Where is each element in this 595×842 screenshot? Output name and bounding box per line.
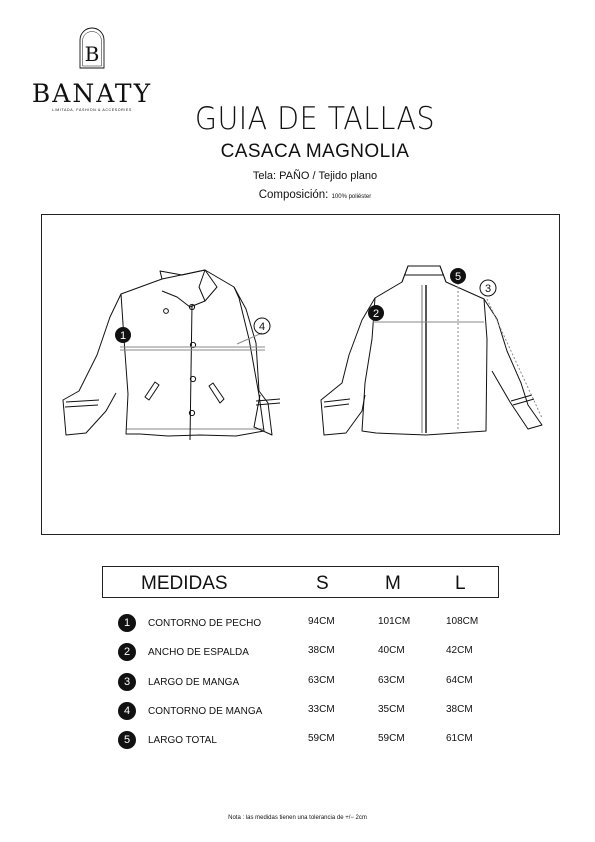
row-label: LARGO TOTAL xyxy=(148,735,217,746)
value-s: 38CM xyxy=(308,645,335,656)
value-m: 101CM xyxy=(378,616,411,627)
illustration-frame xyxy=(41,214,560,535)
row-label: ANCHO DE ESPALDA xyxy=(148,647,249,658)
value-s: 94CM xyxy=(308,616,335,627)
value-m: 35CM xyxy=(378,704,405,715)
row-label: LARGO DE MANGA xyxy=(148,677,240,688)
row-number-badge: 2 xyxy=(118,643,136,661)
brand-tagline: LIMITADA, FASHION & ACCESORIES xyxy=(52,108,132,112)
value-l: 42CM xyxy=(446,645,473,656)
callout-5 xyxy=(450,268,466,284)
jacket-technical-drawing xyxy=(42,215,561,536)
callout-4 xyxy=(254,318,270,334)
composition-value: 100% poliéster xyxy=(331,194,372,200)
value-m: 59CM xyxy=(378,733,405,744)
value-l: 61CM xyxy=(446,733,473,744)
product-name: CASACA MAGNOLIA xyxy=(220,141,410,162)
composition-info xyxy=(170,189,460,201)
value-m: 63CM xyxy=(378,675,405,686)
size-table-header xyxy=(102,566,499,598)
table-row xyxy=(118,731,518,751)
value-s: 33CM xyxy=(308,704,335,715)
row-number-badge: 5 xyxy=(118,731,136,749)
fabric-info: Tela: PAÑO / Tejido plano xyxy=(252,170,378,182)
callout-1 xyxy=(115,327,131,343)
measurement-lines xyxy=(120,275,542,431)
table-row xyxy=(118,673,518,693)
value-l: 64CM xyxy=(446,675,473,686)
composition-label: Composición: xyxy=(258,189,329,201)
value-l: 108CM xyxy=(446,616,479,627)
callout-4-label: 4 xyxy=(258,321,266,333)
page-title: GUIA DE TALLAS xyxy=(194,101,436,137)
value-s: 59CM xyxy=(308,733,335,744)
row-number-badge: 3 xyxy=(118,673,136,691)
monogram-letter: B xyxy=(84,42,100,66)
row-label: CONTORNO DE MANGA xyxy=(148,706,263,717)
callout-3-label: 3 xyxy=(484,283,492,295)
table-row xyxy=(118,702,518,722)
table-row xyxy=(118,643,518,663)
jacket-front-drawing xyxy=(63,270,280,440)
callout-1-label: 1 xyxy=(119,330,127,342)
value-m: 40CM xyxy=(378,645,405,656)
header-size-s: S xyxy=(316,573,329,594)
callout-3 xyxy=(480,280,496,296)
brand-logo xyxy=(22,26,162,112)
table-row xyxy=(118,614,518,634)
header-size-l: L xyxy=(455,573,466,594)
row-number-badge: 4 xyxy=(118,702,136,720)
header-measures: MEDIDAS xyxy=(141,573,228,594)
callout-5-label: 5 xyxy=(454,271,462,283)
value-s: 63CM xyxy=(308,675,335,686)
callout-2-label: 2 xyxy=(372,308,380,320)
header-size-m: M xyxy=(385,573,401,594)
row-number-badge: 1 xyxy=(118,614,136,632)
value-l: 38CM xyxy=(446,704,473,715)
brand-name: BANATY xyxy=(31,79,153,108)
jacket-back-drawing xyxy=(321,266,542,435)
callout-2 xyxy=(368,305,384,321)
row-label: CONTORNO DE PECHO xyxy=(148,618,262,629)
tolerance-note: Nota : las medidas tienen una tolerancia de +/− 2cm xyxy=(228,815,367,821)
monogram-icon xyxy=(78,26,106,70)
